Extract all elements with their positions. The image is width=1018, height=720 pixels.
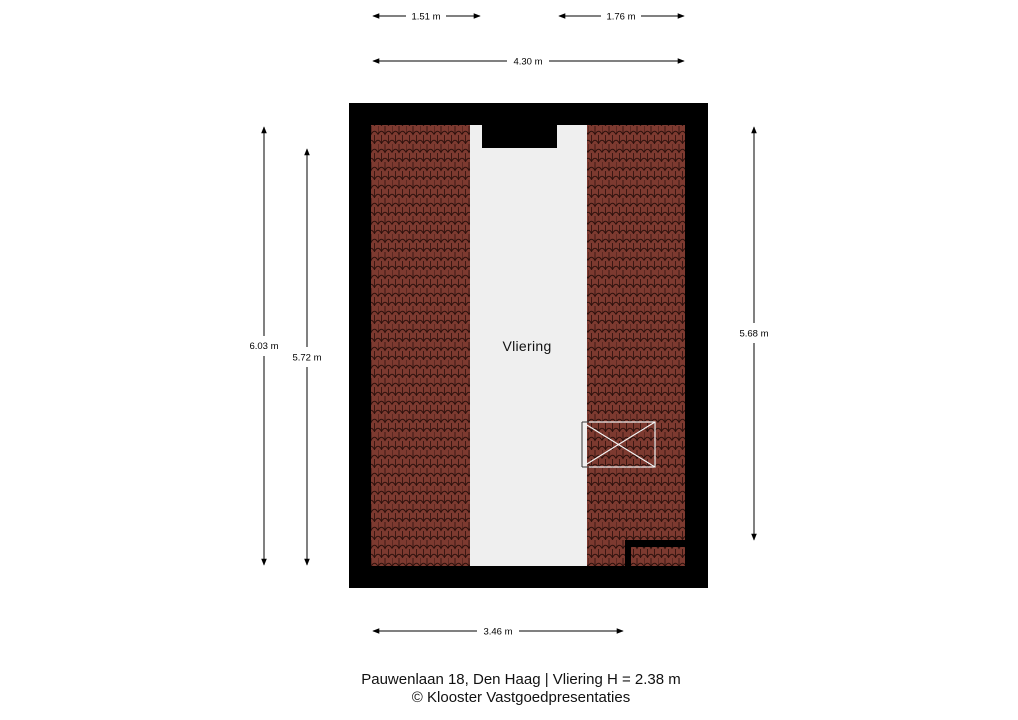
dim-label-bottom: 3.46 m xyxy=(483,626,513,638)
dim-top-left xyxy=(373,12,480,23)
dim-label-top-total: 4.30 m xyxy=(513,56,543,68)
dim-left-inner xyxy=(292,149,321,565)
dim-top-total xyxy=(373,57,684,68)
chimney-block xyxy=(482,125,557,148)
roof-slope-right xyxy=(587,125,685,566)
roof-slope-left xyxy=(371,125,470,566)
dim-label-left-inner: 5.72 m xyxy=(292,352,322,364)
dim-right xyxy=(739,127,768,540)
dim-label-left-outer: 6.03 m xyxy=(249,341,279,352)
dim-label-right: 5.68 m xyxy=(739,328,769,340)
dim-label-top-left: 1.51 m xyxy=(411,11,441,23)
dim-left-outer xyxy=(249,127,278,565)
room-label: Vliering xyxy=(502,338,552,354)
dim-top-right xyxy=(559,12,684,23)
dim-label-top-right: 1.76 m xyxy=(606,11,636,23)
dim-bottom xyxy=(373,627,623,638)
caption-address: Pauwenlaan 18, Den Haag | Vliering H = 2.38 m xyxy=(361,671,681,688)
caption-copyright: © Klooster Vastgoedpresentaties xyxy=(411,689,631,706)
plan-caption xyxy=(0,671,1018,707)
